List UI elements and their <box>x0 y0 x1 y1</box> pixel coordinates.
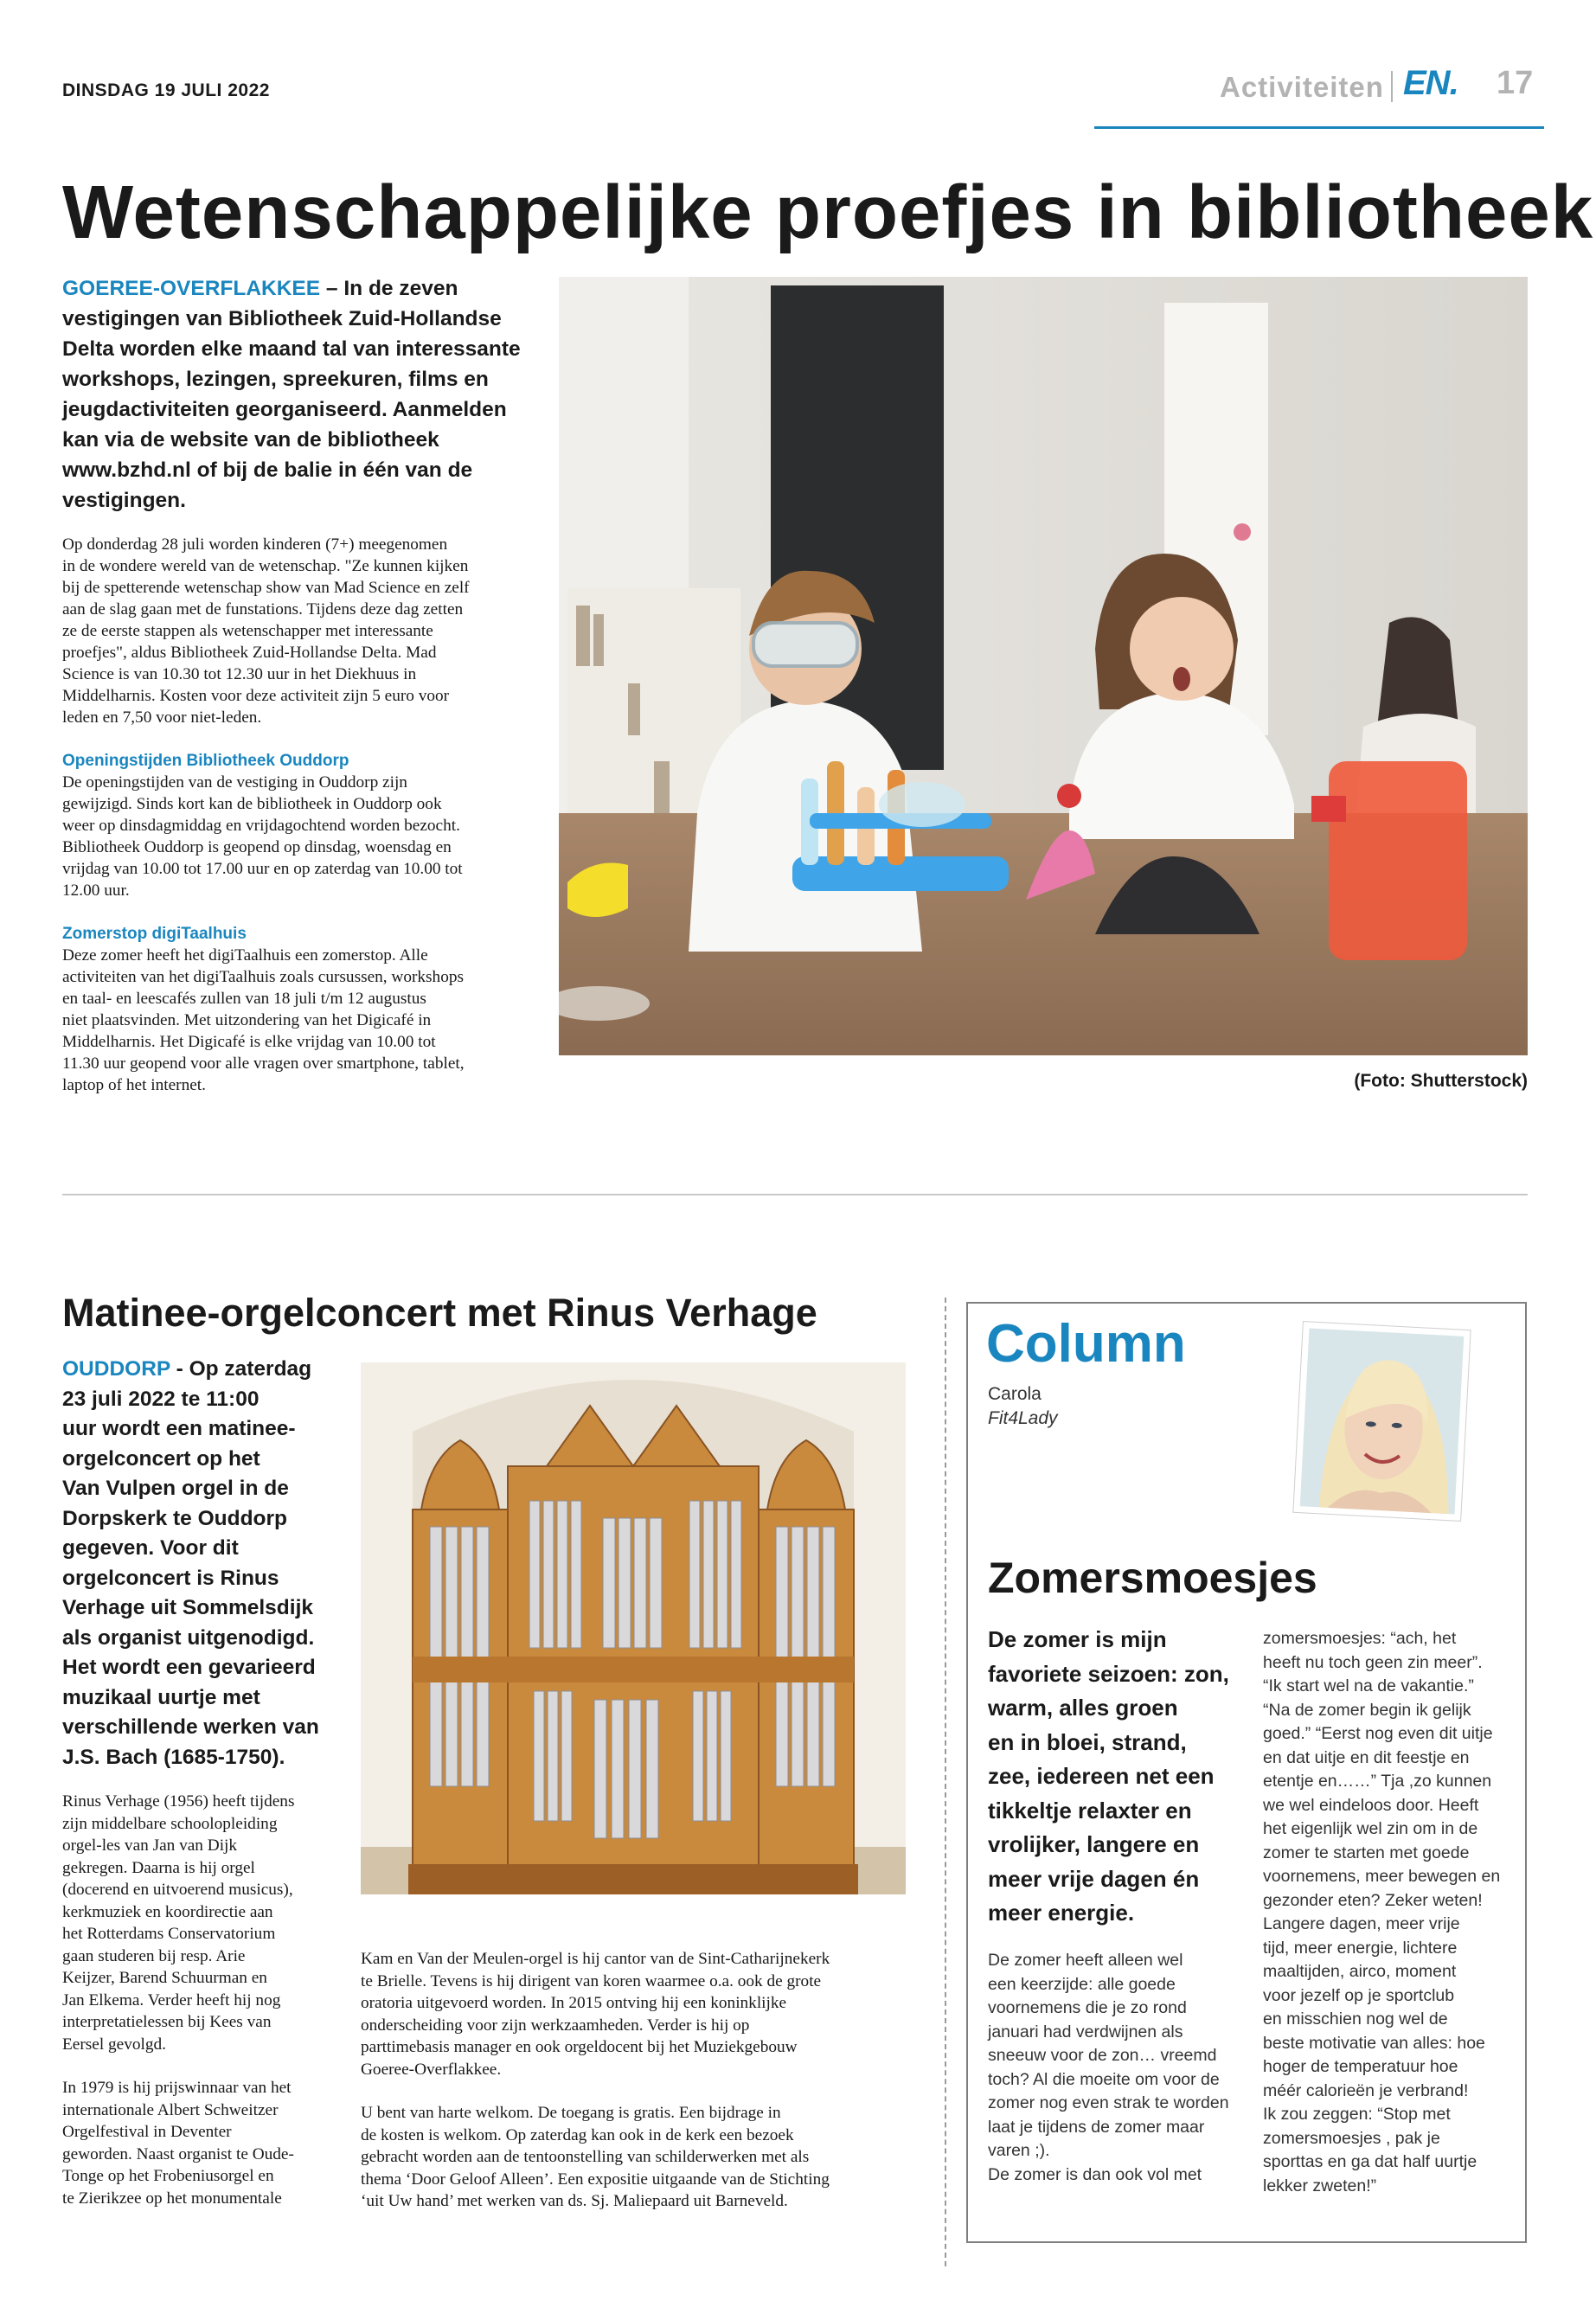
column-heading: Column <box>986 1314 1186 1374</box>
photo-credit: (Foto: Shutterstock) <box>1354 1071 1528 1091</box>
column-author: Carola <box>988 1384 1042 1404</box>
column-body-right: zomersmoesjes: “ach, het heeft nu toch geen zin meer”. “Ik start wel na de vakantie.” “Na de zomer begin ik gelijk goed.” “Eerst nog even dit uitje en dat uitje en dit feestje en etentje en……” Tja ,zo kunnen we wel eindeloos door. Heeft het eigenlijk wel zin om in de zomer te starten met goede voornemens, meer bewegen en gezonder eten? Zeker weten! Langere dagen, meer vrije tijd, meer energie, lichtere maaltijden, airco, moment voor jezelf op je sportclub en misschien nog wel de beste motivatie van alles: hoe hoger de temperatuur hoe méér calorieën je verbrand! Ik zou zeggen: “Stop met zomersmoesjes , pak je sporttas en ga dat half uurtje lekker zweten!” <box>1263 1629 1501 2195</box>
article2-title: Matinee-orgelconcert met Rinus Verhage <box>62 1291 817 1335</box>
article2-body-left: Rinus Verhage (1956) heeft tijdens zijn middelbare schoolopleiding orgel-les van Jan van Dijk gekregen. Daarna is hij orgel (docerend en uitvoerend musicus), kerkmuziek en koordirectie aan het Rotterdams Conservatorium gaan studeren bij resp. Arie Keijzer, Barend Schuurman en Jan Elkema. Verder heeft hij nog interpretatielessen bij Kees van Eersel gevolgd. In 1979 is hij prijswinnaar van het internationale Albert Schweitzer Orgelfestival in Deventer geworden. Naast organist te Oude- Tonge op het Frobeniusorgel en te Zierikzee op het monumentale <box>62 1792 295 2208</box>
article1-paragraph: Zomerstop digiTaalhuis Deze zomer heeft het digiTaalhuis een zomerstop. Alle activiteiten van het digiTaalhuis zoals cursussen, workshops en taal- en leescafés zullen van 18 juli t/m 12 augustus niet plaatsvinden. Met uitzondering van het Digicafé in Middelharnis. Het Digicafé is elke vrijdag van 10.00 tot 11.30 uur geopend voor alle vragen over smartphone, tablet, laptop of het internet. <box>62 923 547 1096</box>
column-body-left: De zomer heeft alleen wel een keerzijde: alle goede voornemens die je zo rond januari had verdwijnen als sneeuw voor de zon… vreemd toch? Al die moeite om voor de zomer nog even strak te worden laat je tijdens de zomer maar varen ;). De zomer is dan ook vol met <box>988 1951 1229 2184</box>
section-label: Activiteiten <box>1220 71 1384 103</box>
article1-body <box>62 534 547 1118</box>
article1-paragraph: Openingstijden Bibliotheek Ouddorp De openingstijden van de vestiging in Ouddorp zijn gewijzigd. Sinds kort kan de bibliotheek in Ouddorp ook weer op dinsdagmiddag en vrijdagochtend worden bezocht. Bibliotheek Ouddorp is geopend op dinsdag, woensdag en vrijdag van 10.00 tot 17.00 uur en op zaterdag van 10.00 tot 12.00 uur. <box>62 750 547 901</box>
article1-dateline: GOEREE-OVERFLAKKEE <box>62 277 321 300</box>
article1-lead: GOEREE-OVERFLAKKEE – In de zeven vestigingen van Bibliotheek Zuid-Hollandse Delta worden elke maand tal van interessante workshops, lezingen, spreekuren, films en jeugdactiviteiten georganiseerd. Aanmelden kan via de website van de bibliotheek www.bzhd.nl of bij de balie in één van de vestigingen. <box>62 277 521 512</box>
article1-paragraph: Op donderdag 28 juli worden kinderen (7+) meegenomen in de wondere wereld van de wetenschap. "Ze kunnen kijken bij de spetterende wetenschap show van Mad Science en zelf aan de slag gaan met de funstations. Tijdens deze dag zetten ze de eerste stappen als wetenschapper met interessante proefjes", aldus Bibliotheek Zuid-Hollandse Delta. Mad Science is van 10.30 tot 12.30 uur in het Diekhuus in Middelharnis. Kosten voor deze activiteit zijn 5 euro voor leden en 7,50 voor niet-leden. <box>62 535 470 727</box>
column-brand: Fit4Lady <box>988 1408 1058 1428</box>
section-separator <box>62 1194 1528 1195</box>
article2-dateline: OUDDORP <box>62 1357 170 1381</box>
issue-date: DINSDAG 19 JULI 2022 <box>62 80 270 100</box>
subheading-openingstijden: Openingstijden Bibliotheek Ouddorp <box>62 752 349 770</box>
column-lead: De zomer is mijn favoriete seizoen: zon, warm, alles groen en in bloei, strand, zee, iedereen net een tikkeltje relaxter en vrolijker, langere en meer vrije dagen én meer energie. <box>988 1626 1229 1926</box>
page-number: 17 <box>1497 65 1534 101</box>
header-divider <box>1391 71 1393 102</box>
science-kids-photo <box>559 277 1528 1055</box>
article2-body-right: Kam en Van der Meulen-orgel is hij cantor van de Sint-Catharijnekerk te Brielle. Tevens is hij dirigent van koren waarmee o.a. ook de grote oratoria uitgevoerd worden. In 2015 ontving hij een koninklijke onderscheiding voor zijn werkzaamheden. Verder is hij op parttimebasis manager en ook orgeldocent bij het Muziekgebouw Goeree-Overflakkee. U bent van harte welkom. De toegang is gratis. Een bijdrage in de kosten is welkom. Op zaterdag kan ook in de kerk een bezoek gebracht worden aan de tentoonstelling van schilderwerken met als thema ‘Door Geloof Alleen’. Een expositie uitgaande van de Stichting ‘uit Uw hand’ met werken van ds. Sj. Maliepaard uit Barneveld. <box>361 1950 830 2210</box>
column-title: Zomersmoesjes <box>988 1554 1317 1602</box>
church-organ-photo <box>361 1362 906 1894</box>
article2-lead: OUDDORP - Op zaterdag 23 juli 2022 te 11:00 uur wordt een matinee- orgelconcert op het Van Vulpen orgel in de Dorpskerk te Ouddorp gegeven. Voor dit orgelconcert is Rinus Verhage uit Sommelsdijk als organist uitgenodigd. Het wordt een gevarieerd muzikaal uurtje met verschillende werken van J.S. Bach (1685-1750). <box>62 1357 319 1769</box>
header-rule <box>1094 126 1544 129</box>
newspaper-logo: EN. <box>1403 64 1458 102</box>
subheading-zomerstop: Zomerstop digiTaalhuis <box>62 925 247 943</box>
article1-title: Wetenschappelijke proefjes in bibliotheek <box>62 170 1594 254</box>
column-divider <box>945 1298 948 2266</box>
author-portrait <box>1292 1321 1471 1522</box>
